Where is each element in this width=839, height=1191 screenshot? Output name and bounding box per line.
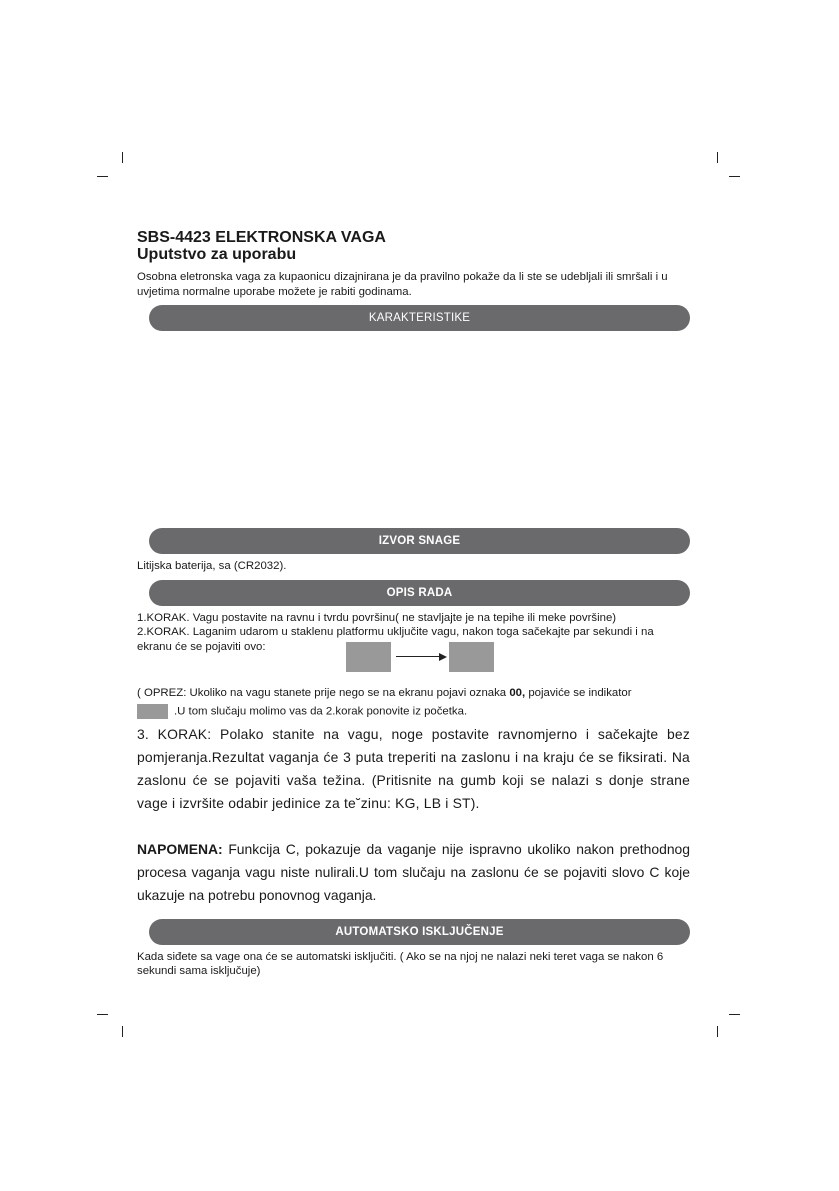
intro-paragraph: Osobna eletronska vaga za kupaonicu dizajnirana je da pravilno pokaže da li ste se udebljali ili smršali i u uvjetima normalne uporabe možete je rabiti godinama. [137,271,668,298]
document-subtitle: Uputstvo za uporabu [137,246,297,263]
auto-off-text: Kada siđete sa vage ona će se automatski isključiti. ( Ako se na njoj ne nalazi neki teret vaga se nakon 6 sekundi sama isključuje) [137,950,664,978]
note-label: NAPOMENA: [137,840,223,857]
section-title: IZVOR SNAGE [378,535,461,547]
caution-line [137,686,690,701]
section-title: AUTOMATSKO ISKLJUČENJE [335,925,504,938]
crop-mark [97,1014,108,1015]
sequence-arrow [396,656,441,657]
section-title: KARAKTERISTIKE [368,312,471,324]
caution-code: 00, [509,687,526,699]
section-header-features [149,305,690,331]
crop-mark [122,152,123,163]
crop-mark [729,1014,740,1015]
step-3: 3. KORAK: Polako stanite na vagu, noge postavite ravnomjerno i sačekajte bez pomjeranja.Rezultat vaganja će 3 puta treperiti na zaslonu i na kraju će se fiksirati. Na zaslonu će se pojaviti vaša težina. (Pritisnite na gumb koji se nalazi s donje strane vage i izvršite odabir jedinice za te˘zinu: KG, LB i ST). [137,725,690,811]
caution-continuation [137,704,690,719]
section-header-auto-off [149,919,690,945]
crop-mark [97,176,108,177]
indicator-box [137,704,168,719]
crop-mark [122,1026,123,1037]
manual-page [137,229,690,979]
section-title: OPIS RADA [386,586,453,599]
step-2: 2.KORAK. Laganim udarom u staklenu platformu uključite vagu, nakon toga sačekajte par sekundi i na ekranu će se pojaviti ovo: [137,626,654,653]
step-1: 1.KORAK. Vagu postavite na ravnu i tvrdu površinu( ne stavljajte je na tepihe ili meke površine) [137,611,617,624]
display-sequence-diagram [137,642,690,686]
crop-mark [729,176,740,177]
section-header-power [149,528,690,554]
caution-prefix: ( OPREZ: Ukoliko na vagu stanete prije nego se na ekranu pojavi oznaka [137,687,510,699]
arrow-head-icon [439,653,447,661]
crop-mark [717,152,718,163]
display-box-after [449,642,494,672]
features-blank-area [137,331,690,528]
power-text: Litijska baterija, sa (CR2032). [137,560,287,572]
section-header-operation [149,580,690,606]
document-title: SBS-4423 ELEKTRONSKA VAGA [137,229,386,246]
display-box-before [346,642,391,672]
caution-mid: pojaviće se indikator [525,687,632,699]
note-text: Funkcija C, pokazuje da vaganje nije ispravno ukoliko nakon prethodnog procesa vaganja vagu niste nulirali.U tom slučaju na zaslonu će se pojaviti slovo C koje ukazuje na potrebu ponovnog vaganja. [137,840,690,903]
caution-suffix: .U tom slučaju molimo vas da 2.korak ponovite iz početka. [174,705,468,718]
crop-mark [717,1026,718,1037]
note-paragraph [137,838,690,907]
